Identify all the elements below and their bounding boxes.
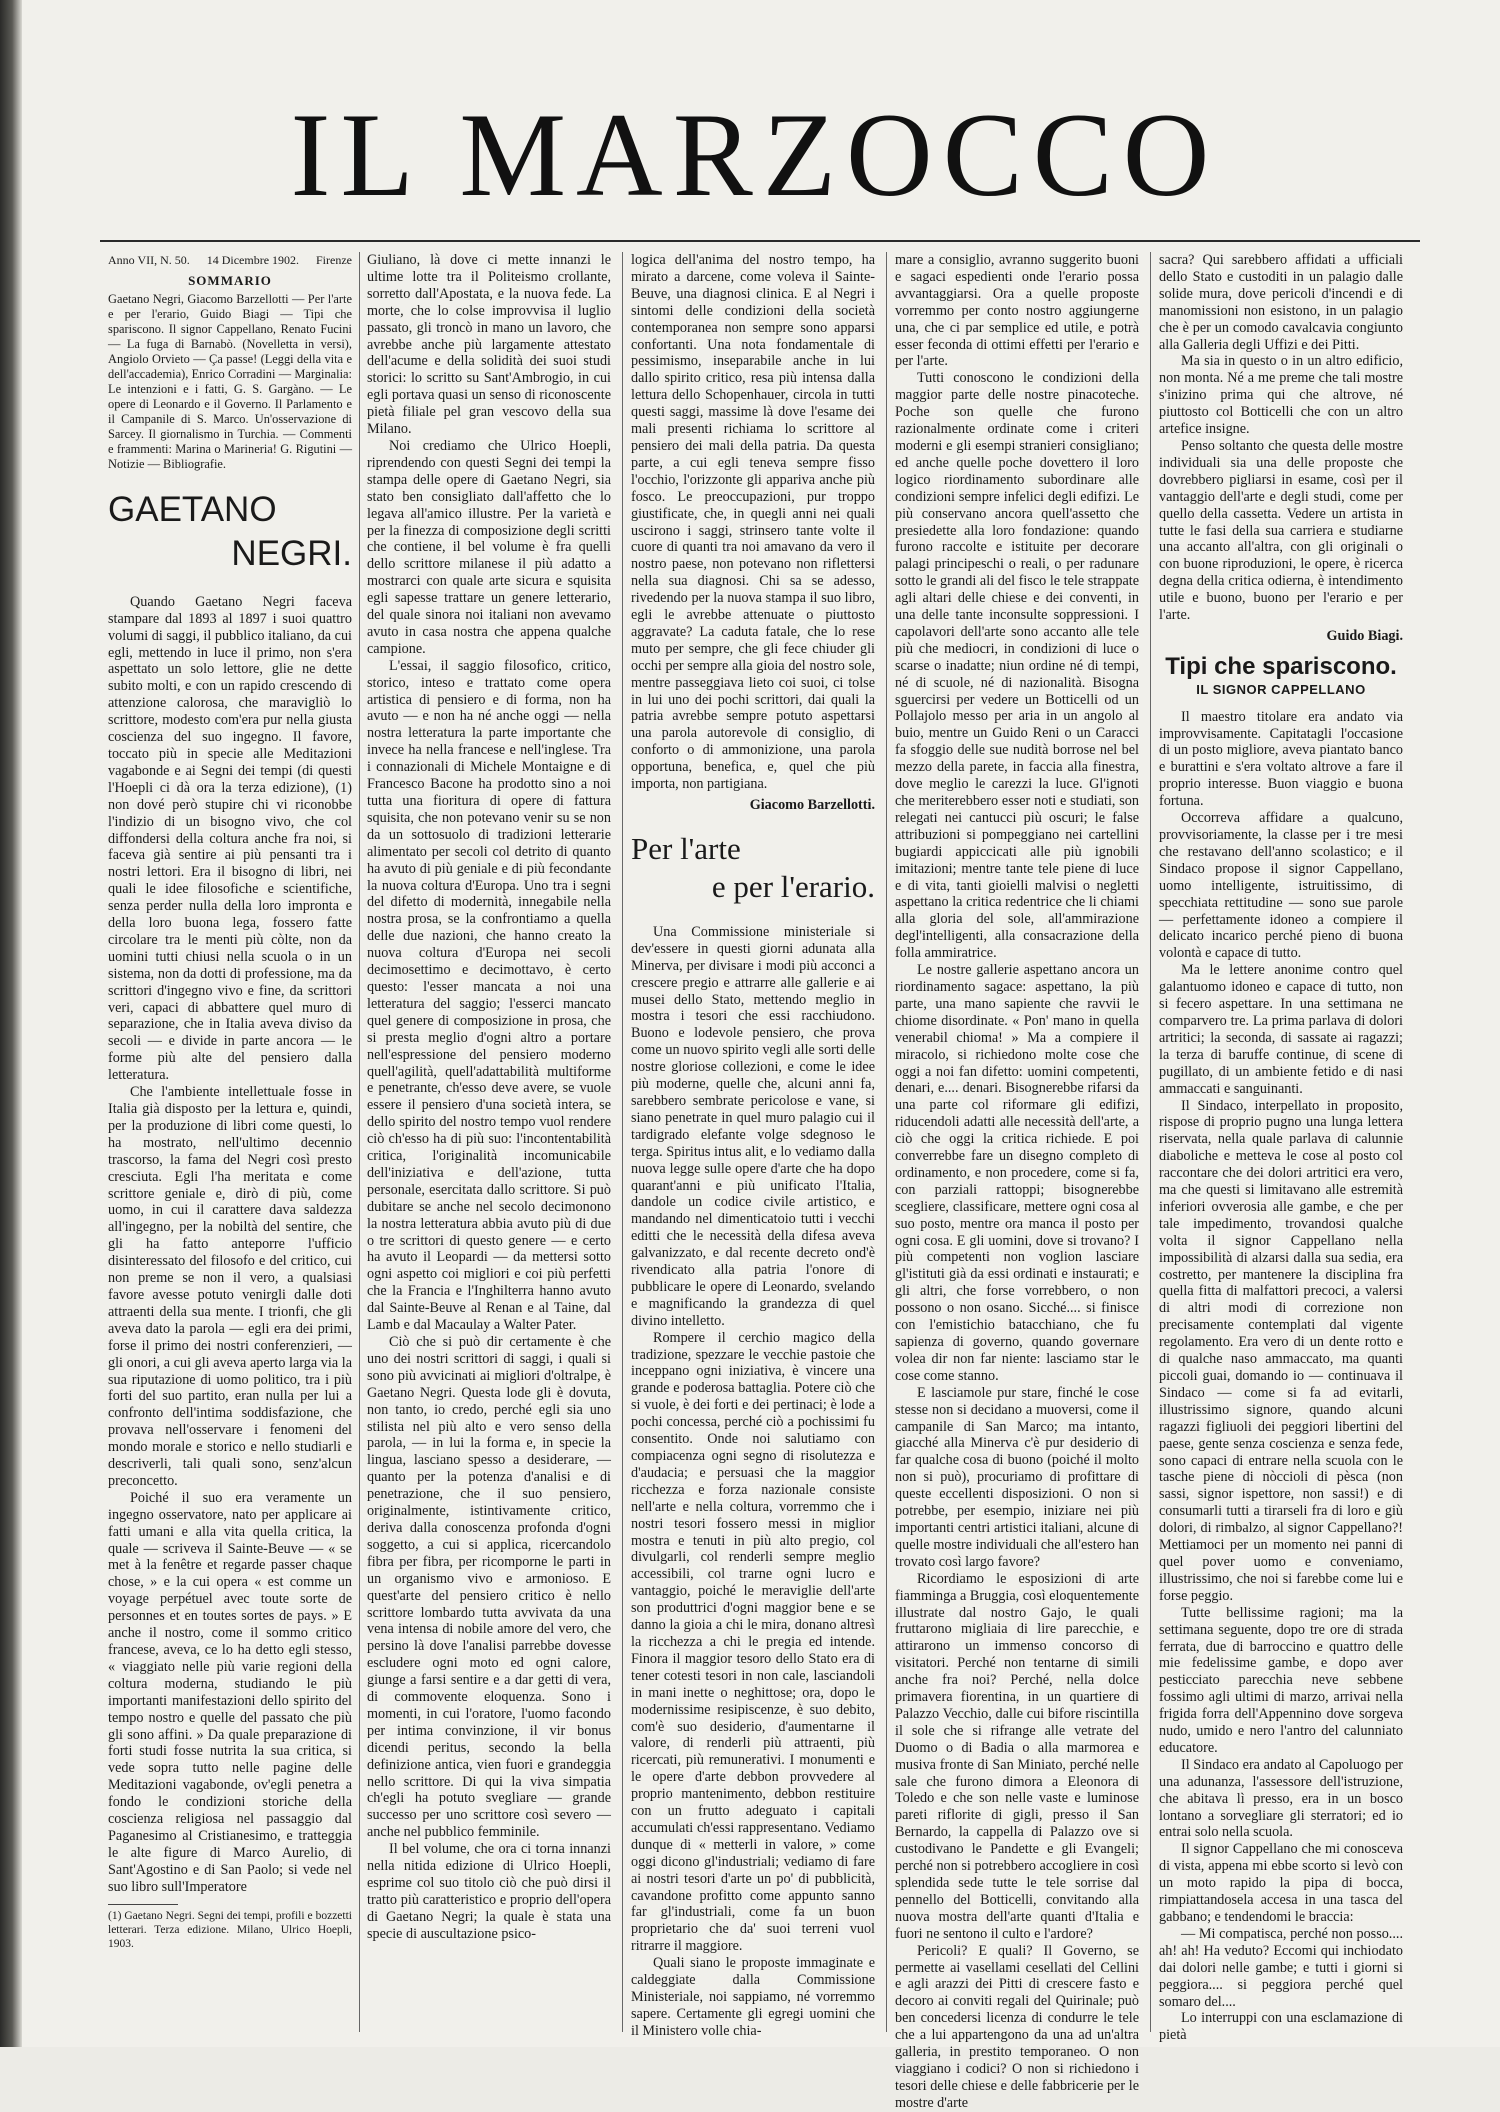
masthead-rule	[100, 240, 1420, 242]
column-divider	[886, 252, 887, 2032]
paragraph: Giuliano, là dove ci mette innanzi le ultime lotte tra il Politeismo crollante, sorretto dall'Apostata, e la nuova fede. La morte, che lo colse improvvisa il luglio passato, gli troncò in mano un lavoro, che avrebbe anche più largamente attestato dell'acume e della solidità dei suoi studi storici: lo scritto su Sant'Ambrogio, in cui egli portava quasi un senso di riconoscente pietà filiale pel gran vescovo della sua Milano.	[367, 252, 611, 438]
column-3	[631, 252, 875, 2039]
issue-date: 14 Dicembre 1902.	[206, 253, 300, 267]
issue-number: Anno VII, N. 50.	[108, 253, 190, 267]
paragraph: Rompere il cerchio magico della tradizione, spezzare le vecchie pastoie che inceppano ogni iniziativa, è vincere una grande e poderosa battaglia. Potere ciò che si vuole, è dei forti e dei pertinaci; è lode a pochi concessa, perché ciò a pochissimi fu consentito. Onde noi salutiamo con compiacenza ogni segno di risolutezza e d'audacia; e persuasi che la maggior ricchezza e forza nazionale consiste nell'arte e nella coltura, vorremmo che i nostri tesori fossero messi in miglior mostra e tenuti in più alto pregio, col divulgarli, col renderli sempre meglio accessibili, col trarne ogni lucro e vantaggio, poiché le meraviglie dell'arte son produttrici d'ogni maggior bene e se danno la gioia a chi le mira, donano altresì la ricchezza a chi le pregia ed intende. Finora il maggior tesoro dello Stato era di tener cotesti tesori in non cale, lasciandoli in mani inette o neghittose; ora, dopo le modernissime resipiscenze, è suo debito, com'è suo desiderio, d'aumentarne il valore, di renderli più attraenti, più ricercati, più remunerativi. I monumenti e le opere d'arte debbon provvedere al proprio mantenimento, debbon restituire con un frutto adeguato i capitali accumulati ch'essi rappresentano. Vediamo dunque di « metterli in valore, » come oggi dicono gl'industriali; vediamo di fare ai nostri tesori d'arte un po' di pubblicità, cavandone profitto come appunto sanno far gl'industriali, come fa un buon proprietario che da' suoi terreni vuol ritrarre il maggiore.	[631, 1329, 875, 1955]
paragraph: Ma le lettere anonime contro quel galantuomo idoneo e capace di tutto, non si fecero aspettare. In una settimana ne comparvero tre. La prima parlava di dolori artritici; la seconda, di sassate ai ragazzi; la terza di baruffe continue, di scene di pugillato, di un ambiente fetido e di nasi ammaccati e sanguinanti.	[1159, 962, 1403, 1097]
paragraph: E lasciamole pur stare, finché le cose stesse non si decidano a muoversi, come il campanile di San Marco; ma intanto, giacché alla Minerva c'è pur desiderio di far qualche cosa di buono (poiché il molto non si può), procuriamo di profittare di queste eccellenti disposizioni. O non si potrebbe, per esempio, iniziare nei più importanti centri artistici italiani, alcune di quelle mostre individuali che all'estero han trovato così largo favore?	[895, 1384, 1139, 1570]
column-divider	[359, 252, 360, 2032]
title-line-2: e per l'erario.	[711, 868, 875, 904]
paragraph: Tutti conoscono le condizioni della maggior parte delle nostre pinacoteche. Poche son quelle che furono razionalmente ordinate come i criteri moderni e gli esempi stranieri consigliano; ed anche quelle poche dovettero il loro logico riordinamento subordinare alle condizioni sempre infelici degli edifizi. Le più conservano ancora quell'assetto che presiedette alla loro fondazione: quando furono raccolte e istituite per decorare palagi principeschi o reali, o per radunare sotto le grandi ali del fisco le tele strappate agli altari delle chiese e dei conventi, in una delle tante inconsulte soppressioni. I capolavori dell'arte sono accanto alle tele più che mediocri, in condizioni di luce o scarse o inadatte; niun ordine né di tempi, né di scuole, né di nazionalità. Bisogna sguercirsi per vedere un Botticelli od un Pollajolo messo per aria in un angolo al buio, mentre un Guido Reni o un Caracci fa sfoggio delle sue nudità borrose nel bel mezzo della parete, in faccia alla finestra, dove meglio le carezzi la luce. Gl'ignoti che meriterebbero esser noti e studiati, son relegati nei cantucci più oscuri; le false attribuzioni si pompeggiano nei cartellini bugiardi appiccicati alle più ignobili imitazioni; mentre tante tele piene di luce e di vita, tanti gioielli malvisi o negletti aspettano la critica redentrice che li chiami alla gloria del sole, all'ammirazione degl'intelligenti, alla consacrazione della folla ammiratrice.	[895, 370, 1139, 962]
footnote-rule	[108, 1904, 178, 1905]
column-4	[895, 252, 1139, 2111]
column-5	[1159, 252, 1403, 2044]
column-2	[367, 252, 611, 2032]
sommario-heading: SOMMARIO	[188, 272, 272, 288]
sommario-text: Gaetano Negri, Giacomo Barzellotti — Per l'arte e per l'erario, Guido Biagi — Tipi che spariscono. Il signor Cappellano, Renato Fucini — La fuga di Barnabò. (Novelletta in versi), Angiolo Orvieto — Ça passe! (Leggi della vita e dell'accademia), Enrico Corradini — Marginalia: Le intenzioni e i fatti, G. S. Gargàno. — Le opere di Leonardo e il Governo. Il Parlamento e il Campanile di S. Marco. Un'osservazione di Sarcey. Il giornalismo in Turchia. — Commenti e frammenti: Marina o Marineria! G. Rigutini — Notizie — Bibliografie.	[108, 291, 352, 471]
paragraph: Ricordiamo le esposizioni di arte fiamminga a Bruggia, così eloquentemente illustrate dal nostro Gajo, le quali fruttarono migliaia di lire parecchie, e attirarono un immenso concorso di visitatori. Perché non tentarne di simili anche fra noi? Perché, nella dolce primavera fiorentina, in un quartiere di Palazzo Vecchio, dalle cui bifore riscintilla il sole che si rifrange alle vetrate del Duomo o di Badia o alla marmorea e musiva fronte di San Miniato, perché nelle sale che furono dimora a Eleonora di Toledo e che son nelle vaste e luminose pareti riflorite di gigli, presso il San Bernardo, la cappella di Palazzo ove si custodivano le Pandette e gli Evangeli; perché non si potrebbero accogliere in così splendida sede tutte le tele sorrise dal pennello del Botticelli, convitando alla nuova mostra dell'arte quanti d'Italia e fuori ne sentono il culto e l'ardore?	[895, 1570, 1139, 1942]
signature-barzellotti: Giacomo Barzellotti.	[749, 797, 875, 813]
article-title-arte-erario	[631, 830, 875, 906]
title-line-1: Per l'arte	[631, 830, 741, 866]
paragraph: Il Sindaco era andato al Capoluogo per una adunanza, l'assessore dell'istruzione, che abitava lì presso, era in un bosco lontano a sorvegliare gli sterratori; ed io entrai solo nella scuola.	[1159, 1756, 1403, 1841]
paragraph: Le nostre gallerie aspettano ancora un riordinamento sagace: aspettano, la più parte, una mano sapiente che ravvii le chiome disordinate. « Pon' mano in quella venerabil chioma! » Ma a compiere il miracolo, si richiedono molte cose che oggi a noi fan difetto: uomini competenti, denari, e.... denari. Bisognerebbe rifarsi da una parte col riformare gli edifizi, riducendoli adatti alle necessità dell'arte, a ciò che oggi la critica richiede. E poi converrebbe fare un disegno completo di ordinamento, e non procedere, come si fa, con parziali rattoppi; bisognerebbe scegliere, classificare, mettere ogni cosa al suo posto, mentre ora manca il posto per ogni cosa. E gli uomini, dove si trovano? I più competenti non voglion lasciare gl'istituti già da essi ordinati e instaurati; e gli altri, che forse vorrebbero, o non possono o non osano. Sicché.... si finisce con l'emistichio batacchiano, che fu sapienza di governo, quando governare volea dir non far niente: lasciamo star le cose come stanno.	[895, 962, 1139, 1384]
paragraph: mare a consiglio, avranno suggerito buoni e sagaci espedienti onde l'erario possa avvantaggiarsi. Ora a quelle proposte vorremmo per conto nostro aggiungerne una, che ci par semplice ed utile, e potrà esser feconda di ottimi effetti per l'erario e per l'arte.	[895, 252, 1139, 370]
paragraph: Penso soltanto che questa delle mostre individuali sia una delle proposte che dovrebbero pigliarsi in esame, così per il vantaggio dell'arte e degli studi, come per quello della cassetta. Vedere un artista in tutte le fasi della sua carriera e studiarne una accanto all'altra, con gli originali o con buone riproduzioni, le opere, è ricerca degna della critica odierna, è intendimento utile e buono, buono per l'erario e per l'arte.	[1159, 437, 1403, 624]
paragraph: Lo interruppi con una esclamazione di pietà	[1159, 2010, 1403, 2044]
masthead-title: IL MARZOCCO	[290, 88, 1220, 221]
paragraph: Occorreva affidare a qualcuno, provvisoriamente, la classe per i tre mesi che restavano dell'anno scolastico; e il Sindaco propose il signor Cappellano, uomo intelligente, istruitissimo, di specchiata rettitudine — sono sue parole — perfettamente idoneo a compiere il delicato incarico perché pieno di buona volontà e capace di tutto.	[1159, 810, 1403, 962]
paragraph: Poiché il suo era veramente un ingegno osservatore, nato per applicare ai fatti umani e alla vita quella critica, la quale — scriveva il Sainte-Beuve — « se met à la fenêtre et regarde passer chaque chose, » e la cui opera « est comme un voyage perpétuel avec toute sorte de personnes et en toutes sortes de pays. » E anche il nostro, come il sommo critico francese, aveva, ce lo ha detto egli stesso, « viaggiato nelle più varie regioni della coltura moderna, studiando le più importanti manifestazioni dello spirito del tempo nostro e quelle del passato che più gli sono affini. » Da quale preparazione di forti studi fosse nutrita la sua critica, si vede sopra tutto nelle pagine delle Meditazioni vagabonde, ov'egli penetra a fondo le condizioni storiche della coscienza religiosa nel passaggio dal Paganesimo al Cristianesimo, e tratteggia le alte figure di Marco Aurelio, di Sant'Agostino e di San Paolo; si vede nel suo libro sull'Imperatore	[108, 1489, 352, 1895]
paragraph: L'essai, il saggio filosofico, critico, storico, inteso e trattato come opera artistica di pensiero e di forma, non ha avuto — e non ha né anche oggi — nella nostra letteratura la parte importante che invece ha nella francese e nell'inglese. Tra i connazionali di Michele Montaigne e di Francesco Bacone ha prodotto sino a noi tutta una fioritura di opere di fattura squisita, che non potevano venir su se non da un sottosuolo di tradizioni letterarie alimentato per secoli col detrito di quanto ha avuto di più geniale e di più fecondante la nuova coltura d'Europa. Uno tra i segni del difetto di modernità, innegabile nella nostra prosa, se la confrontiamo a quella delle due nazioni, che hanno creato la nuova coltura d'Europa nei secoli decimosettimo e decimottavo, è certo questo: l'esser mancata a noi una letteratura del saggio; l'esserci mancato quel genere di composizione in prosa, che si presta meglio d'ogni altro a portare nell'espressione del pensiero moderno quell'agilità, quell'adattabilità multiforme e penetrante, ch'esso deve avere, se vuole essere il pensiero d'una società intera, se dello spirito del nostro tempo vuol rendere ciò ch'esso ha di più suo: l'incontentabilità critica, l'originalità incomunicabile dell'iniziativa e dell'azione, tutta personale, esercitata dallo scrittore. Si può dubitare se anche nel secolo decimonono la nostra letteratura abbia avuto più di due o tre scrittori di questo genere — e certo ha avuto il Leopardi — da mettersi sotto ogni aspetto coi migliori e coi più perfetti che la Francia e l'Inghilterra hanno avuto dal Sainte-Beuve al Renan e al Taine, dal Lamb e dal Macaulay a Walter Pater.	[367, 657, 611, 1334]
paragraph: sacra? Qui sarebbero affidati a ufficiali dello Stato e custoditi in un palagio dalle solide mura, dove pericoli d'incendi e di manomissioni non esistono, in un palagio che è per un comodo cavalcavia congiunto alla Galleria degli Uffizi e dei Pitti.	[1159, 252, 1403, 353]
binding-spine	[0, 0, 22, 2047]
paragraph: Il signor Cappellano che mi conosceva di vista, appena mi ebbe scorto si levò con un moto rapido la pipa di bocca, rimpiattandosela accesa in una tasca del gabbano; e tendendomi le braccia:	[1159, 1841, 1403, 1925]
issue-place: Firenze	[316, 253, 352, 267]
paragraph: — Mi compatisca, perché non posso.... ah! ah! Ha veduto? Eccomi qui inchiodato dai dolori nelle gambe; e tutti i giorni si peggiora.... si peggiora perché quel somaro del....	[1159, 1925, 1403, 2010]
title-line-1: GAETANO	[108, 489, 277, 529]
paragraph: Una Commissione ministeriale si dev'essere in questi giorni adunata alla Minerva, per divisare i modi più acconci a crescere pregio e attrarre alle gallerie e ai musei dello Stato, mettendo meglio in mostra i tesori che essi racchiudono. Buono e lodevole pensiero, che prova come un nuovo spirito vegli alle sorti delle nostre gloriose collezioni, e come le idee più moderne, quelle che, alcuni anni fa, sarebbero sembrate pericolose e vane, si siano penetrate in quel muro palagio cui il tardigrado elefante volge sdegnoso le terga. Spiritus intus alit, e lo vediamo dalla nuova legge sulle opere d'arte che ha dopo quarant'anni e più unificato l'Italia, dandole un codice civile artistico, e mandando nel dimenticatoio tutti i vecchi editti che le necessità della difesa aveva galvanizzato, e dal recente decreto ond'è rivendicato alla patria l'onore di pubblicare le opere di Leonardo, svelando e magnificando la grandezza di quel divino intelletto.	[631, 923, 875, 1329]
column-divider	[622, 252, 623, 2032]
paragraph: Il bel volume, che ora ci torna innanzi nella nitida edizione di Ulrico Hoepli, esprime col suo titolo ciò che può dirsi il tratto più caratteristico e proprio dell'opera di Gaetano Negri; la quale è stata una specie di auscultazione psico-	[367, 1841, 611, 1942]
footnote: (1) Gaetano Negri. Segni dei tempi, profili e bozzetti letterari. Terza edizione. Milano, Ulrico Hoepli, 1903.	[108, 1909, 352, 1950]
paragraph: Il maestro titolare era andato via improvvisamente. Capitatagli l'occasione di un posto migliore, aveva piantato banco e burattini e s'era voltato altrove a fare il proprio interesse. Buon viaggio e buona fortuna.	[1159, 708, 1403, 810]
paragraph: Noi crediamo che Ulrico Hoepli, riprendendo con questi Segni dei tempi la stampa delle opere di Gaetano Negri, sia stato ben consigliato dall'affetto che lo legava all'amico illustre. Per la varietà e per la finezza di composizione degli scritti che contiene, il bel volume è fra quelli dello scrittore milanese il più adatto a mostrarci con quale arte sicura e squisita egli sapesse trattare un genere letterario, del quale sinora noi italiani non avevamo avuto in casa nostra che appena qualche campione.	[367, 437, 611, 657]
signature-biagi: Guido Biagi.	[1326, 627, 1403, 644]
paragraph: Tutte bellissime ragioni; ma la settimana seguente, dopo tre ore di strada ferrata, due di barroccino e quattro delle mie fedelissime gambe, e dopo aver pesticciato parecchia neve sebbene fossimo agli ultimi di marzo, arrivai nella frigida forra dell'Appennino dove sorgeva nudo, umido e nero l'antro del calunniato educatore.	[1159, 1604, 1403, 1756]
paragraph: Quali siano le proposte immaginate e caldeggiate dalla Commissione Ministeriale, noi sappiamo, né vorremmo sapere. Certamente gli egregi uomini che il Ministero volle chia-	[631, 1955, 875, 2039]
paragraph: Quando Gaetano Negri faceva stampare dal 1893 al 1897 i suoi quattro volumi di saggi, il pubblico italiano, da cui egli, mettendo in luce il primo, non s'era aspettato un solo lettore, glie ne dette subito molti, e con un rapido crescendo di attenzione calorosa, che maravigliò lo scrittore, modesto com'era pur nella giusta coscienza del suo ingegno. Il favore, toccato più in specie alle Meditazioni vagabonde e ai Segni dei tempi (di questi l'Hoepli ci dà ora la terza edizione), (1) non dové però stupire chi vi riconobbe l'indizio di un bisogno vivo, che col diffondersi della coltura anche fra noi, si faceva già sentire ai più pensanti tra i nostri lettori. Era il bisogno di libri, nei quali le idee filosofiche e scientifiche, senza perder nulla della loro impronta e della loro buona lega, fossero fatte circolare tra le menti più còlte, non da uomini tutti chiusi nella scuola o in un sistema, non da dotti di professione, ma da scrittori d'ingegno vivo e fine, da scrittori veri, capaci di abbattere quel muro di separazione, che in Italia aveva diviso da secoli — e divide in parte ancora — le forme più alte del pensiero dalla letteratura.	[108, 593, 352, 1084]
dateline	[108, 252, 352, 269]
paragraph: Che l'ambiente intellettuale fosse in Italia già disposto per la lettura e, quindi, per la produzione di libri come questi, lo ha mostrato, nell'ultimo decennio trascorso, la fama del Negri così presto cresciuta. Egli l'ha meritata e come scrittore geniale e, dirò di più, come uomo, in cui il carattere dava saldezza all'ingegno, per la nobiltà del sentire, che gli ha fatto anteporre l'ufficio disinteressato del filosofo e del critico, cui non preme se non il vero, a qualsiasi favore avesse potuto venirgli dalle doti attraenti della sua mente. I trionfi, che gli aveva dato la parola — egli era dei primi, forse il primo dei nostri conferenzieri, — gli onori, a cui gli aveva aperto larga via la sua riputazione di uomo politico, tra i più forti del suo partito, eran nulla per lui a confronto dell'intima soddisfazione, che provava nell'osservare i fenomeni del mondo morale e storico e nello studiarli e descriverli, tali quali sono, senz'alcun preconcetto.	[108, 1084, 352, 1489]
paragraph: Pericoli? E quali? Il Governo, se permette ai vasellami cesellati del Cellini e agli arazzi dei Pitti di crescere fasto e decoro ai conviti regali del Quirinale; può ben concedersi licenza di condurre le tele che a lui appartengono da una ad un'altra galleria, in prestito temporaneo. O non viaggiano i codici? O non si richiedono i tesori delle chiese e delle fabbricerie per le mostre d'arte	[895, 1942, 1139, 2111]
title-line-2: NEGRI.	[231, 533, 352, 573]
paragraph: logica dell'anima del nostro tempo, ha mirato a darcene, come voleva il Sainte-Beuve, una diagnosi clinica. E al Negri i sintomi delle condizioni della società contemporanea non sempre sono apparsi confortanti. Una nota fondamentale di pessimismo, inseparabile anche in lui dallo spirito critico, resa più intensa dalla lettura dello Schopenhauer, circola in tutti questi saggi, massime là dove l'esame dei mali presenti richiama lo scrittore al pensiero dei mali della patria. Da questa parte, a cui egli teneva sempre fisso l'occhio, l'orizzonte gli appariva anche più fosco. Le preoccupazioni, pur troppo giustificate, che, in quegli anni nei quali uscirono i saggi, strinsero tante volte il cuore di quanti tra noi amavano da vero il nostro paese, non potevano non riflettersi nella sua diagnosi. Chi sa se adesso, rivedendo per la nuova stampa il suo libro, egli le avrebbe attenuate o piuttosto aggravate? La caduta fatale, che lo rese muto per sempre, che gli fece chiuder gli occhi per sempre alla gioia del nostro sole, mentre passeggiava lieto coi suoi, ci tolse in lui uno dei pochi scrittori, dai quali la patria avrebbe sempre potuto aspettarsi una parola autorevole di consiglio, di conforto o di ammonizione, una parola opportuna, benefica, e, quel che più importa, non partigiana.	[631, 252, 875, 793]
paragraph: Ciò che si può dir certamente è che uno dei nostri scrittori di saggi, i quali si sono più avvicinati ai migliori d'oltralpe, è Gaetano Negri. Questa lode gli è dovuta, non tanto, io credo, perché egli sia uno stilista nel più alto e vero senso della parola, — in lui la forma e, in specie la lingua, lasciano spesso a desiderare, — quanto per la potenza d'analisi e di penetrazione, che il suo pensiero, originalmente, istintivamente critico, deriva dalla conoscenza profonda d'ogni soggetto, a cui si applica, ricercandolo fibra per fibra, per ricomporne le parti in un organismo vivo e armonioso. E quest'arte del pensiero critico è nello scrittore lombardo tutta avvivata da una vena intensa di nobile amore del vero, che persino là dove l'analisi parrebbe dovesse escludere ogni moto ed ogni calore, giunge a farsi sentire e a dar getti di vera, di commovente eloquenza. Sono i momenti, in cui l'oratore, l'uomo facondo per intima convinzione, il vir bonus dicendi peritus, secondo la bella definizione antica, vien fuori e grandeggia nello scrittore. Di qui la viva simpatia ch'egli ha potuto svegliare — grande successo per uno scrittore così severo — anche nel pubblico femminile.	[367, 1334, 611, 1841]
paragraph: Ma sia in questo o in un altro edificio, non monta. Né a me preme che tali mostre s'inizino prima qui che altrove, né piuttosto col Botticelli che con un altro artefice insigne.	[1159, 353, 1403, 438]
article-subtitle-cappellano: IL SIGNOR CAPPELLANO	[1196, 681, 1366, 697]
column-divider	[1150, 252, 1151, 2032]
paragraph: Il Sindaco, interpellato in proposito, rispose di proprio pugno una lunga lettera riservata, nella quale parlava di calunnie diaboliche e metteva le cose al posto col raccontare che dei dolori artritici era vero, ma che questi si limitavano alle estremità inferiori ovverosia alle gambe, e che per tale impedimento, trovandosi qualche volta il signor Cappellano nella impossibilità di alzarsi dalla sua sedia, era costretto, per mantenere la disciplina fra quella fitta di malfattori precoci, a valersi di altri modi di correzione non precisamente contemplati dal vigente regolamento. Era vero di un dente rotto e di qualche naso ammaccato, ma quanti piccoli guai, domando io — continuava il Sindaco — come si fa ad evitarli, illustrissimo signore, quando alcuni ragazzi figliuoli dei peggiori libertini del paese, gente senza coscienza e senza fede, sono capaci di entrare nella scuola con le tasche piene di nòccioli di pèsca (non sassi, signor ispettore, non sassi!) e di consumarli tutti a tirarseli fra di loro e giù dolori, di rimbalzo, al signor Cappellano?! Mettiamoci per un momento nei panni di quel pover uomo e conveniamo, illustrissimo, che noi si farebbe come lui e forse peggio.	[1159, 1097, 1403, 1604]
column-1	[108, 252, 352, 2032]
article-title-tipi: Tipi che spariscono.	[1165, 652, 1397, 680]
article-title-negri	[108, 488, 352, 576]
